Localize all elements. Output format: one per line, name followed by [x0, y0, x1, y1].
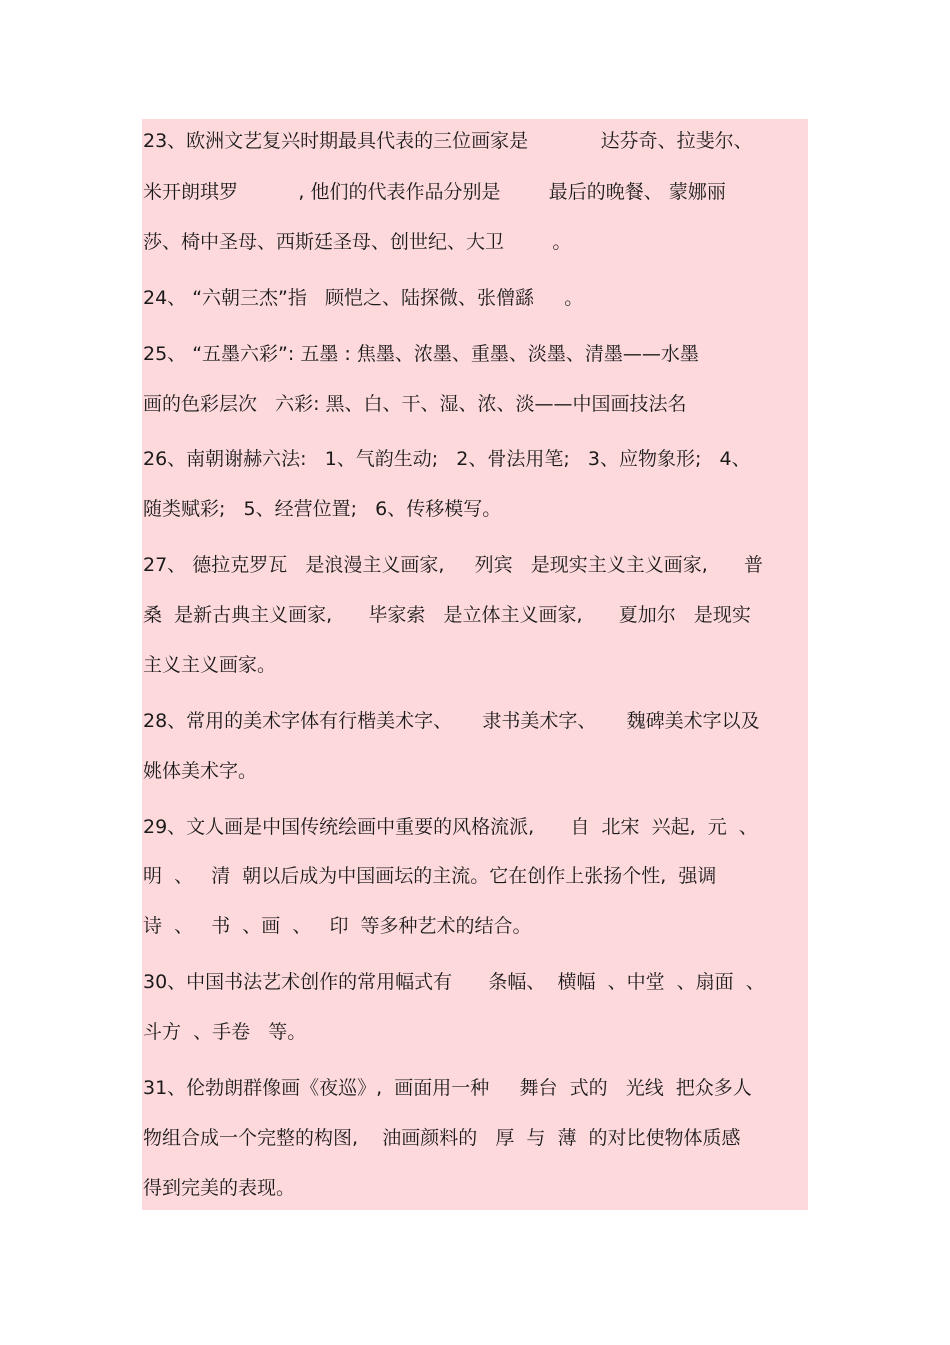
- text-line-25a: 25、 “五墨六彩”: 五墨 : 焦墨、浓墨、重墨、淡墨、清墨——水墨: [143, 343, 699, 365]
- text-line-27a: 27、 德拉克罗瓦 是浪漫主义画家, 列宾 是现实主义主义画家, 普: [143, 554, 763, 576]
- text-line-28b: 姚体美术字。: [143, 760, 258, 782]
- text-line-29b: 明 、 清 朝以后成为中国画坛的主流。它在创作上张扬个性, 强调: [143, 865, 717, 887]
- text-line-23c: 莎、椅中圣母、西斯廷圣母、创世纪、大卫 。: [143, 231, 572, 253]
- text-line-25b: 画的色彩层次 六彩: 黑、白、干、湿、浓、淡——中国画技法名: [143, 393, 687, 415]
- text-line-28a: 28、常用的美术字体有行楷美术字、 隶书美术字、 魏碑美术字以及: [143, 710, 760, 732]
- text-line-29a: 29、文人画是中国传统绘画中重要的风格流派, 自 北宋 兴起, 元 、: [143, 816, 758, 838]
- text-line-23a: 23、欧洲文艺复兴时期最具代表的三位画家是 达芬奇、拉斐尔、: [143, 130, 753, 152]
- text-line-30a: 30、中国书法艺术创作的常用幅式有 条幅、 横幅 、中堂 、扇面 、: [143, 971, 765, 993]
- text-line-29c: 诗 、 书 、画 、 印 等多种艺术的结合。: [143, 915, 532, 937]
- text-line-31c: 得到完美的表现。: [143, 1177, 296, 1199]
- text-line-27c: 主义主义画家。: [143, 654, 277, 676]
- text-line-23b: 米开朗琪罗 , 他们的代表作品分别是 最后的晚餐、 蒙娜丽: [143, 181, 726, 203]
- text-line-27b: 桑 是新古典主义画家, 毕家索 是立体主义画家, 夏加尔 是现实: [143, 604, 751, 626]
- text-line-30b: 斗方 、手卷 等。: [143, 1021, 307, 1043]
- text-line-26b: 随类赋彩; 5、经营位置; 6、传移模写。: [143, 498, 502, 520]
- text-line-31a: 31、伦勃朗群像画《夜巡》, 画面用一种 舞台 式的 光线 把众多人: [143, 1077, 752, 1099]
- text-line-31b: 物组合成一个完整的构图, 油画颜料的 厚 与 薄 的对比使物体质感: [143, 1127, 741, 1149]
- text-line-24: 24、 “六朝三杰”指 顾恺之、陆探微、张僧繇 。: [143, 287, 584, 309]
- text-line-26a: 26、南朝谢赫六法: 1、气韵生动; 2、骨法用笔; 3、应物象形; 4、: [143, 448, 751, 470]
